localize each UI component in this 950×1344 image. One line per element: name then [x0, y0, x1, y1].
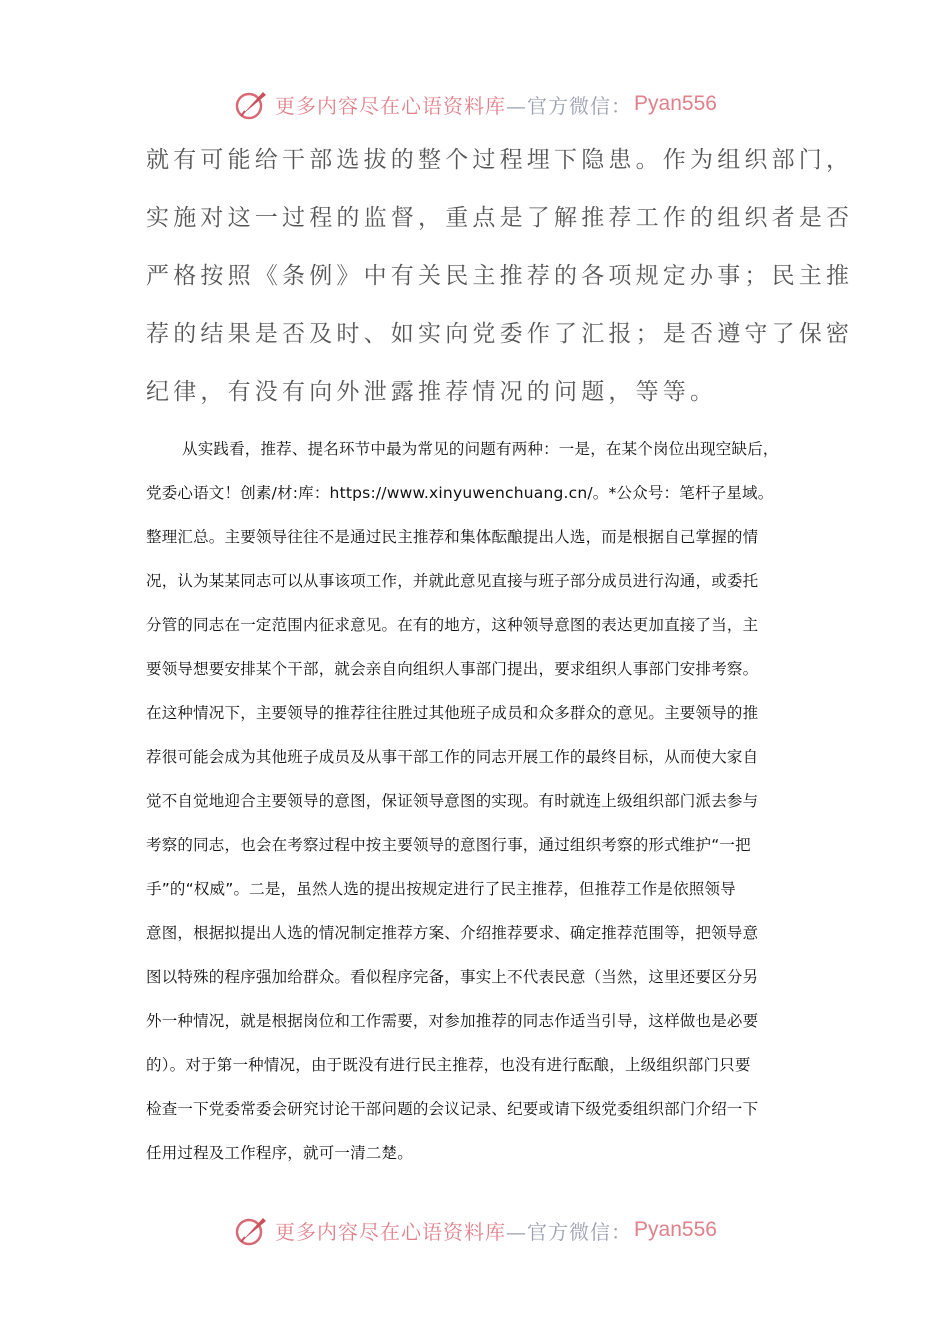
body-line: 党委心语文！创素/材:库：https://www.xinyuwenchuang.cn/。*公众号：笔杆子星域。 [146, 484, 774, 502]
body-line: 分管的同志在一定范围内征求意见。在有的地方，这种领导意图的表达更加直接了当，主 [146, 616, 759, 634]
body-line: 意图，根据拟提出人选的情况制定推荐方案、介绍推荐要求、确定推荐范围等，把领导意 [146, 924, 759, 942]
banner-brand: 更多内容尽在心语资料库 [275, 1219, 507, 1244]
body-line: 检查一下党委常委会研究讨论干部问题的会议记录、纪要或请下级党委组织部门介绍一下 [146, 1100, 759, 1118]
body-line: 荐很可能会成为其他班子成员及从事干部工作的同志开展工作的最终目标，从而使大家自 [146, 748, 759, 766]
body-line: 图以特殊的程序强加给群众。看似程序完备，事实上不代表民意（当然，这里还要区分另 [146, 968, 759, 986]
quill-logo-icon [233, 86, 269, 122]
footer-banner [0, 1210, 950, 1250]
body-line: 况，认为某某同志可以从事该项工作，并就此意见直接与班子部分成员进行沟通，或委托 [146, 572, 759, 590]
body-line: 外一种情况，就是根据岗位和工作需要，对参加推荐的同志作适当引导，这样做也是必要 [146, 1012, 759, 1030]
body-line: 要领导想要安排某个干部，就会亲自向组织人事部门提出，要求组织人事部门安排考察。 [146, 660, 759, 678]
large-line: 纪律，有没有向外泄露推荐情况的问题，等等。 [146, 379, 718, 405]
quill-logo-icon [233, 1212, 269, 1248]
large-line: 荐的结果是否及时、如实向党委作了汇报；是否遵守了保密 [146, 321, 854, 347]
body-line: 整理汇总。主要领导往往不是通过民主推荐和集体酝酿提出人选，而是根据自己掌握的情 [146, 528, 759, 546]
large-line: 就有可能给干部选拔的整个过程埋下隐患。作为组织部门， [146, 147, 854, 173]
body-line: 考察的同志，也会在考察过程中按主要领导的意图行事，通过组织考察的形式维护“一把 [146, 836, 751, 854]
large-line: 实施对这一过程的监督，重点是了解推荐工作的组织者是否 [146, 205, 854, 231]
banner-brand: 更多内容尽在心语资料库 [275, 93, 507, 118]
large-line: 严格按照《条例》中有关民主推荐的各项规定办事；民主推 [146, 263, 854, 289]
body-line: 觉不自觉地迎合主要领导的意图，保证领导意图的实现。有时就连上级组织部门派去参与 [146, 792, 759, 810]
banner-wechat-id: Pyan556 [634, 92, 717, 115]
body-line: 手”的“权威”。二是，虽然人选的提出按规定进行了民主推荐，但推荐工作是依照领导 [146, 880, 736, 898]
body-line: 在这种情况下，主要领导的推荐往往胜过其他班子成员和众多群众的意见。主要领导的推 [146, 704, 759, 722]
banner-separator: —官方微信： [506, 1219, 633, 1244]
body-line: 任用过程及工作程序，就可一清二楚。 [146, 1144, 413, 1162]
banner-wechat-id: Pyan556 [634, 1218, 717, 1241]
body-line: 从实践看，推荐、提名环节中最为常见的问题有两种：一是，在某个岗位出现空缺后， [182, 440, 779, 458]
banner-separator: —官方微信： [506, 93, 633, 118]
body-line: 的）。对于第一种情况，由于既没有进行民主推荐，也没有进行酝酿，上级组织部门只要 [146, 1056, 751, 1074]
header-banner [0, 84, 950, 124]
